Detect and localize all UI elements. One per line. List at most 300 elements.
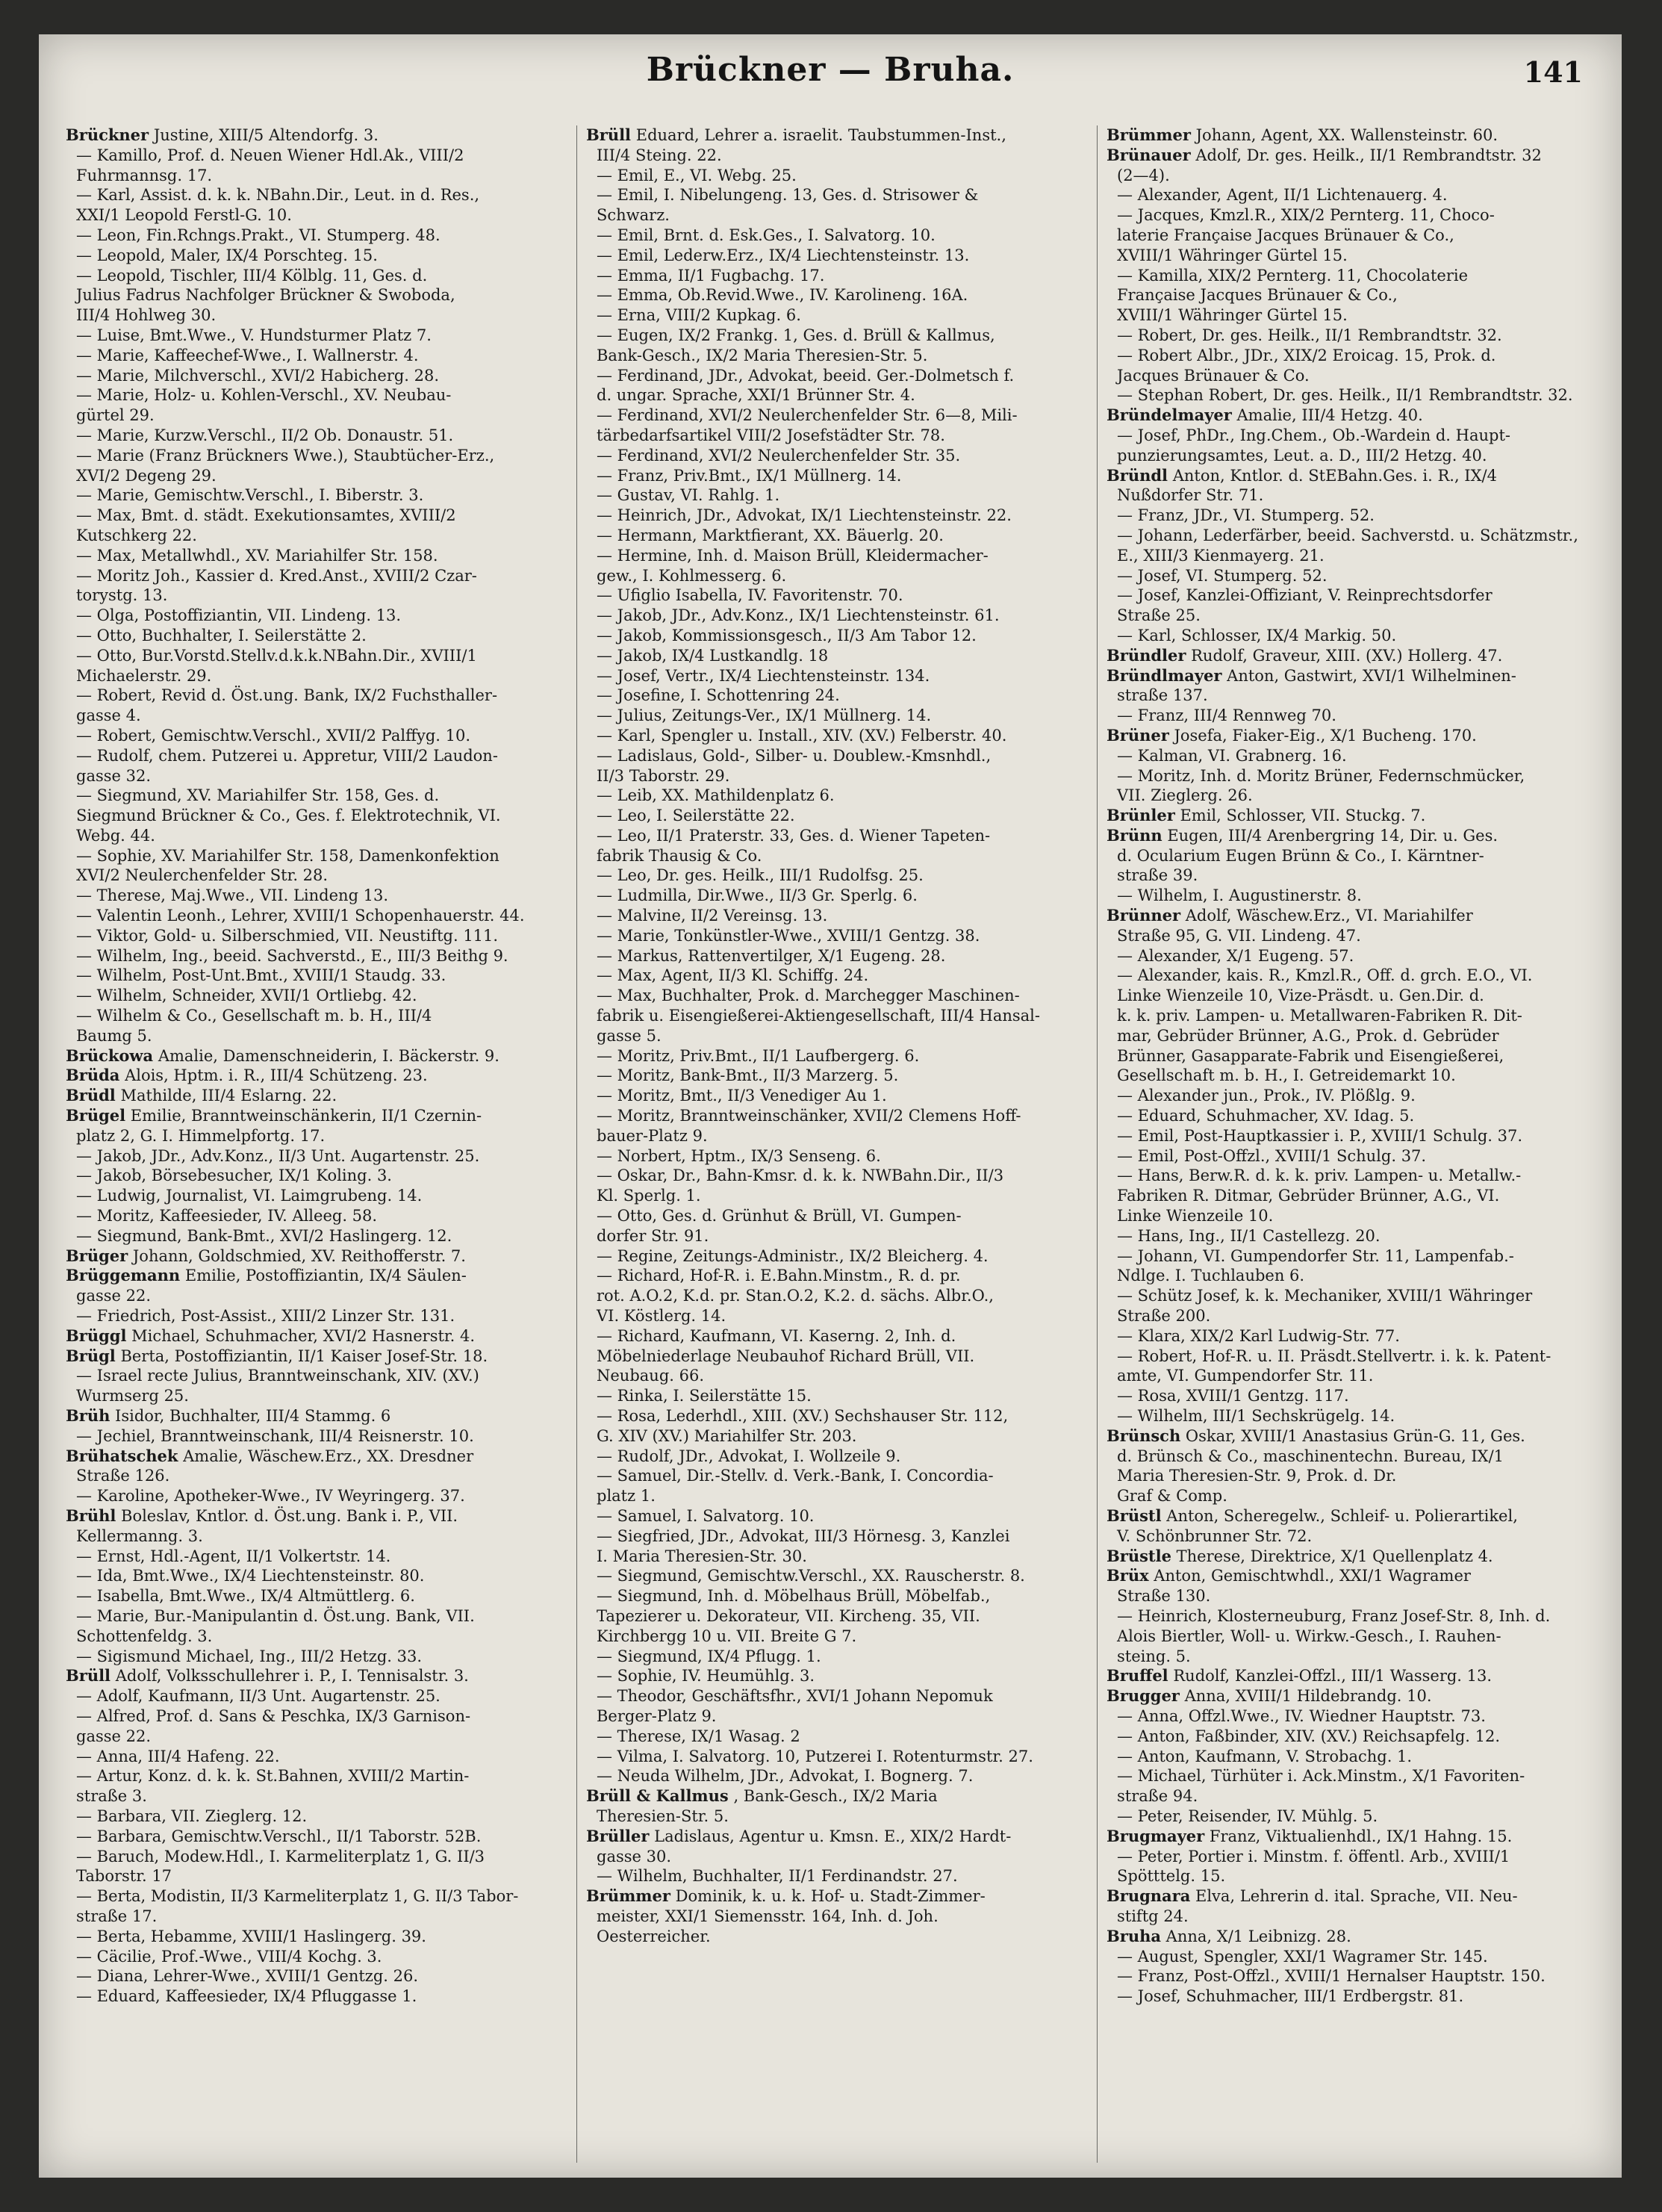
directory-entry — [1107, 746, 1598, 766]
entry-surname: Bruha — [1107, 1926, 1161, 1945]
directory-entry — [586, 1326, 1077, 1346]
directory-entry — [66, 1666, 557, 1686]
entry-text: — Otto, Buchhalter, I. Seilerstätte 2. — [76, 626, 367, 644]
entry-text: — Jakob, JDr., Adv.Konz., II/3 Unt. Augartenstr. 25. — [76, 1146, 480, 1165]
entry-text: — Max, Bmt. d. städt. Exekutionsamtes, XVIII/2 — [76, 506, 456, 525]
entry-text: d. Ocularium Eugen Brünn & Co., I. Kärntner- — [1117, 846, 1484, 865]
entry-text: — August, Spengler, XXI/1 Wagramer Str. 145. — [1117, 1947, 1488, 1966]
directory-entry — [1107, 166, 1598, 186]
entry-surname: Brüx — [1107, 1566, 1149, 1585]
column-left — [66, 125, 557, 2163]
entry-text: Nußdorfer Str. 71. — [1117, 486, 1264, 505]
directory-entry — [66, 1386, 557, 1406]
entry-text: gürtel 29. — [76, 406, 155, 425]
directory-entry — [1107, 1266, 1598, 1286]
entry-surname: Brüller — [586, 1826, 650, 1845]
entry-text: straße 3. — [76, 1787, 147, 1806]
directory-entry — [586, 1366, 1077, 1386]
directory-entry — [66, 1006, 557, 1026]
entry-text: — Jacques, Kmzl.R., XIX/2 Pernterg. 11, Choco- — [1117, 206, 1495, 225]
directory-entry — [1107, 1046, 1598, 1066]
directory-entry — [1107, 806, 1598, 826]
directory-entry — [66, 1686, 557, 1706]
entry-text: — Hermann, Marktfierant, XX. Bäuerlg. 20. — [597, 526, 944, 544]
entry-text: — Jakob, JDr., Adv.Konz., IX/1 Liechtensteinstr. 61. — [597, 606, 1000, 625]
entry-text: VII. Zieglerg. 26. — [1117, 786, 1253, 805]
entry-text: — Oskar, Dr., Bahn-Kmsr. d. k. k. NWBahn.Dir., II/3 — [597, 1166, 1004, 1185]
directory-entry — [66, 266, 557, 286]
directory-entry — [1107, 1447, 1598, 1467]
directory-entry — [66, 826, 557, 846]
directory-entry — [586, 546, 1077, 566]
entry-surname: Brünsch — [1107, 1426, 1181, 1445]
entry-text: Gesellschaft m. b. H., I. Getreidemarkt 10. — [1117, 1066, 1456, 1085]
entry-text: — Siegmund, Bank-Bmt., XVI/2 Haslingerg. 12. — [76, 1226, 452, 1245]
entry-text: Tapezierer u. Dekorateur, VII. Kircheng. 35, VII. — [597, 1606, 980, 1625]
entry-text: gasse 4. — [76, 706, 141, 725]
entry-text: — Michael, Türhüter i. Ack.Minstm., X/1 Favoriten- — [1117, 1767, 1525, 1786]
directory-entry — [1107, 1986, 1598, 2007]
entry-text: straße 137. — [1117, 686, 1208, 705]
directory-entry — [586, 166, 1077, 186]
entry-text: bauer-Platz 9. — [597, 1126, 708, 1145]
entry-text: — Markus, Rattenvertilger, X/1 Eugeng. 28. — [597, 946, 946, 965]
directory-entry — [586, 1106, 1077, 1126]
directory-entry — [66, 1827, 557, 1847]
directory-entry — [1107, 1666, 1598, 1686]
directory-entry — [586, 1847, 1077, 1867]
directory-entry — [66, 746, 557, 766]
directory-entry — [66, 626, 557, 646]
entry-text: — Ludmilla, Dir.Wwe., II/3 Gr. Sperlg. 6. — [597, 886, 918, 905]
directory-entry — [66, 1266, 557, 1286]
directory-entry — [1107, 125, 1598, 146]
entry-text: — Regine, Zeitungs-Administr., IX/2 Bleicherg. 4. — [597, 1246, 989, 1265]
entry-text: — Emma, II/1 Fugbachg. 17. — [597, 266, 825, 285]
entry-text: Neubaug. 66. — [597, 1367, 705, 1385]
directory-entry — [1107, 526, 1598, 546]
directory-entry — [1107, 966, 1598, 986]
entry-text: — Moritz, Inh. d. Moritz Brüner, Federnschmücker, — [1117, 766, 1525, 785]
directory-entry — [586, 1786, 1077, 1806]
entry-text: Straße 130. — [1117, 1587, 1211, 1606]
entry-text: Eugen, III/4 Arenbergring 14, Dir. u. Ges. — [1167, 826, 1498, 845]
entry-text: Fuhrmannsg. 17. — [76, 166, 213, 184]
entry-text: Theresien-Str. 5. — [597, 1806, 729, 1825]
directory-entry — [586, 1766, 1077, 1786]
entry-text: tärbedarfsartikel VIII/2 Josefstädter Str. 78. — [597, 426, 945, 444]
entry-text: — Richard, Hof-R. i. E.Bahn.Minstm., R. d. pr. — [597, 1267, 961, 1285]
directory-entry — [1107, 1786, 1598, 1806]
entry-text: — Friedrich, Post-Assist., XIII/2 Linzer Str. 131. — [76, 1307, 455, 1326]
entry-text: — Rinka, I. Seilerstätte 15. — [597, 1387, 812, 1405]
entry-text: Alois, Hptm. i. R., III/4 Schützeng. 23. — [125, 1066, 428, 1085]
entry-text: — Rudolf, JDr., Advokat, I. Wollzeile 9. — [597, 1447, 901, 1465]
directory-entry — [66, 1126, 557, 1146]
directory-entry — [66, 1647, 557, 1667]
entry-text: fabrik u. Eisengießerei-Aktiengesellschaft, III/4 Hansal- — [597, 1007, 1040, 1025]
entry-text: — Leo, II/1 Praterstr. 33, Ges. d. Wiener Tapeten- — [597, 826, 991, 845]
entry-text: — Alexander, Agent, II/1 Lichtenauerg. 4. — [1117, 186, 1448, 205]
directory-entry — [1107, 1486, 1598, 1506]
directory-entry — [586, 606, 1077, 626]
directory-entry — [66, 1466, 557, 1486]
entry-text: — Luise, Bmt.Wwe., V. Hundsturmer Platz 7. — [76, 326, 432, 344]
entry-text: Oesterreicher. — [597, 1927, 711, 1945]
directory-entry — [66, 485, 557, 506]
entry-text: — Peter, Reisender, IV. Mühlg. 5. — [1117, 1806, 1378, 1825]
entry-text: Wurmserg 25. — [76, 1387, 189, 1405]
directory-entry — [66, 686, 557, 706]
entry-text: Linke Wienzeile 10, Vize-Präsdt. u. Gen.Dir. d. — [1117, 987, 1484, 1005]
directory-entry — [66, 646, 557, 666]
directory-entry — [586, 686, 1077, 706]
directory-entry — [1107, 1847, 1598, 1867]
entry-text: Julius Fadrus Nachfolger Brückner & Swoboda, — [76, 286, 455, 305]
directory-entry — [1107, 506, 1598, 526]
directory-entry — [1107, 366, 1598, 386]
directory-entry — [66, 986, 557, 1006]
directory-entry — [586, 1206, 1077, 1226]
directory-entry — [586, 1526, 1077, 1547]
entry-surname: Brüh — [66, 1406, 111, 1425]
entry-text: — Anna, Offzl.Wwe., IV. Wiedner Hauptstr. 73. — [1117, 1706, 1486, 1725]
entry-text: Rudolf, Graveur, XIII. (XV.) Hollerg. 47. — [1191, 646, 1503, 665]
directory-entry — [66, 546, 557, 566]
entry-text: — Josef, PhDr., Ing.Chem., Ob.-Wardein d. Haupt- — [1117, 426, 1510, 444]
directory-entry — [1107, 1286, 1598, 1306]
entry-surname: Brüner — [1107, 725, 1169, 745]
directory-entry — [66, 1246, 557, 1267]
entry-text: — Moritz Joh., Kassier d. Kred.Anst., XVIII/2 Czar- — [76, 566, 477, 585]
entry-text: straße 39. — [1117, 866, 1198, 885]
directory-entry — [1107, 1706, 1598, 1727]
entry-text: — Josef, Vertr., IX/4 Liechtensteinstr. 134. — [597, 666, 930, 685]
entry-surname: Bruffel — [1107, 1666, 1168, 1686]
entry-text: — Heinrich, Klosterneuburg, Franz Josef-Str. 8, Inh. d. — [1117, 1606, 1551, 1625]
entry-surname: Brünler — [1107, 806, 1175, 825]
entry-surname: Brugger — [1107, 1686, 1180, 1706]
directory-entry — [586, 485, 1077, 506]
directory-entry — [66, 1106, 557, 1126]
directory-entry — [586, 1146, 1077, 1166]
entry-text: Baumg 5. — [76, 1026, 152, 1045]
directory-entry — [586, 986, 1077, 1006]
entry-text: — Karoline, Apotheker-Wwe., IV Weyringerg. 37. — [76, 1487, 465, 1506]
entry-text: — Samuel, Dir.-Stellv. d. Verk.-Bank, I. Concordia- — [597, 1467, 994, 1485]
directory-entry — [66, 246, 557, 266]
entry-text: — Franz, III/4 Rennweg 70. — [1117, 706, 1336, 725]
directory-entry — [586, 205, 1077, 226]
entry-text: steing. 5. — [1117, 1647, 1191, 1665]
entry-text: — Leopold, Tischler, III/4 Kölblg. 11, Ges. d. — [76, 266, 428, 285]
entry-text: Emil, Schlosser, VII. Stuckg. 7. — [1180, 807, 1426, 825]
entry-text: — Marie, Kurzw.Verschl., II/2 Ob. Donaustr. 51. — [76, 426, 454, 444]
entry-text: — Max, Metallwhdl., XV. Mariahilfer Str. 158. — [76, 546, 438, 565]
entry-text: — Hans, Ing., II/1 Castellezg. 20. — [1117, 1226, 1381, 1245]
directory-entry — [1107, 146, 1598, 166]
directory-entry — [66, 926, 557, 946]
entry-text: — Robert, Hof-R. u. II. Präsdt.Stellvertr. i. k. k. Patent- — [1117, 1346, 1551, 1365]
directory-entry — [66, 1186, 557, 1206]
entry-text: Webg. 44. — [76, 826, 155, 845]
entry-text: Amalie, Wäschew.Erz., XX. Dresdner — [183, 1447, 474, 1465]
directory-entry — [66, 1526, 557, 1547]
directory-entry — [66, 1366, 557, 1386]
directory-entry — [1107, 185, 1598, 205]
entry-text: — Schütz Josef, k. k. Mechaniker, XVIII/1 Währinger — [1117, 1287, 1533, 1305]
directory-entry — [66, 1426, 557, 1447]
directory-entry — [586, 1747, 1077, 1767]
entry-text: — Siegmund, Gemischtw.Verschl., XX. Rauscherstr. 8. — [597, 1567, 1025, 1585]
entry-surname: Brühatschek — [66, 1446, 178, 1465]
directory-entry — [586, 1126, 1077, 1146]
entry-surname: Bründlmayer — [1107, 665, 1222, 685]
directory-entry — [586, 1046, 1077, 1066]
directory-entry — [586, 1806, 1077, 1827]
directory-entry — [1107, 926, 1598, 946]
directory-entry — [66, 1406, 557, 1426]
entry-text: — Robert, Gemischtw.Verschl., XVII/2 Palffyg. 10. — [76, 726, 471, 745]
directory-entry — [1107, 1466, 1598, 1486]
entry-text: — Kamilla, XIX/2 Pernterg. 11, Chocolaterie — [1117, 266, 1468, 285]
directory-entry — [1107, 385, 1598, 406]
column-right — [1097, 125, 1598, 2163]
directory-entry — [586, 346, 1077, 366]
entry-text: — Heinrich, JDr., Advokat, IX/1 Liechtensteinstr. 22. — [597, 506, 1012, 525]
entry-text: , Bank-Gesch., IX/2 Maria — [733, 1787, 938, 1806]
entry-text: XVI/2 Neulerchenfelder Str. 28. — [76, 866, 329, 885]
entry-text: — Emil, Brnt. d. Esk.Ges., I. Salvatorg. 10. — [597, 226, 936, 244]
directory-entry — [1107, 906, 1598, 926]
entry-text: laterie Française Jacques Brünauer & Co., — [1117, 226, 1454, 244]
directory-entry — [66, 1886, 557, 1907]
directory-entry — [586, 366, 1077, 386]
entry-surname: Brüll & Kallmus — [586, 1786, 729, 1806]
entry-text: — Berta, Hebamme, XVIII/1 Haslingerg. 39. — [76, 1927, 426, 1945]
entry-surname: Brückowa — [66, 1046, 154, 1065]
entry-text: — Peter, Portier i. Minstm. f. öffentl. Arb., XVIII/1 — [1117, 1847, 1510, 1865]
entry-text: — Franz, Post-Offzl., XVIII/1 Hernalser Hauptstr. 150. — [1117, 1967, 1546, 1986]
directory-entry — [1107, 326, 1598, 346]
directory-entry — [1107, 1106, 1598, 1126]
entry-text: — Julius, Zeitungs-Ver., IX/1 Müllnerg. 14. — [597, 706, 932, 725]
entry-text: — Emil, Post-Hauptkassier i. P., XVIII/1 Schulg. 37. — [1117, 1126, 1523, 1145]
directory-entry — [586, 1606, 1077, 1627]
entry-text: — Norbert, Hptm., IX/3 Senseng. 6. — [597, 1146, 881, 1165]
entry-surname: Brüll — [586, 125, 632, 144]
entry-text: Franz, Viktualienhdl., IX/1 Hahng. 15. — [1209, 1827, 1513, 1845]
entry-text: Spötttelg. 15. — [1117, 1867, 1226, 1886]
entry-surname: Brugnara — [1107, 1886, 1191, 1906]
entry-text: — Josef, Schuhmacher, III/1 Erdbergstr. 81. — [1117, 1987, 1464, 2006]
entry-text: — Marie, Tonkünstler-Wwe., XVIII/1 Gentzg. 38. — [597, 926, 980, 945]
entry-text: II/3 Taborstr. 29. — [597, 766, 730, 785]
directory-entry — [1107, 1747, 1598, 1767]
directory-entry — [1107, 646, 1598, 666]
directory-entry — [66, 446, 557, 466]
directory-entry — [586, 1406, 1077, 1426]
directory-entry — [66, 185, 557, 205]
entry-text: — Karl, Schlosser, IX/4 Markig. 50. — [1117, 626, 1397, 644]
entry-text: punzierungsamtes, Leut. a. D., III/2 Hetzg. 40. — [1117, 446, 1487, 465]
entry-text: Schwarz. — [597, 206, 670, 225]
directory-entry — [1107, 1166, 1598, 1186]
entry-text: Johann, Goldschmied, XV. Reithofferstr. 7. — [132, 1246, 466, 1265]
entry-text: — Baruch, Modew.Hdl., I. Karmeliterplatz 1, G. II/3 — [76, 1847, 485, 1865]
entry-text: Alois Biertler, Woll- u. Wirkw.-Gesch., I. Rauhen- — [1117, 1627, 1501, 1645]
directory-entry — [586, 1586, 1077, 1606]
directory-entry — [66, 966, 557, 986]
entry-text: — Ferdinand, XVI/2 Neulerchenfelder Str. 6—8, Mili- — [597, 406, 1018, 425]
entry-text: d. ungar. Sprache, XXI/1 Brünner Str. 4. — [597, 386, 915, 405]
directory-entry — [1107, 1506, 1598, 1526]
directory-entry — [66, 1286, 557, 1306]
entry-text: — Stephan Robert, Dr. ges. Heilk., II/1 Rembrandtstr. 32. — [1117, 386, 1573, 405]
directory-entry — [66, 166, 557, 186]
entry-text: — Otto, Bur.Vorstd.Stellv.d.k.k.NBahn.Dir., XVIII/1 — [76, 646, 477, 665]
entry-text: — Robert Albr., JDr., XIX/2 Eroicag. 15, Prok. d. — [1117, 346, 1496, 364]
directory-entry — [1107, 706, 1598, 726]
entry-text: — Wilhelm, Post-Unt.Bmt., XVIII/1 Staudg. 33. — [76, 966, 446, 985]
entry-surname: Brümmer — [586, 1886, 670, 1906]
directory-entry — [1107, 485, 1598, 506]
directory-entry — [586, 906, 1077, 926]
entry-text: — Eugen, IX/2 Frankg. 1, Ges. d. Brüll & Kallmus, — [597, 326, 995, 344]
directory-entry — [586, 305, 1077, 326]
directory-entry — [586, 1266, 1077, 1286]
directory-entry — [1107, 886, 1598, 906]
directory-entry — [586, 1346, 1077, 1367]
entry-text: Bank-Gesch., IX/2 Maria Theresien-Str. 5. — [597, 346, 928, 364]
directory-entry — [66, 1206, 557, 1226]
entry-text: — Robert, Dr. ges. Heilk., II/1 Rembrandtstr. 32. — [1117, 326, 1502, 344]
directory-entry — [66, 886, 557, 906]
entry-text: gasse 22. — [76, 1287, 152, 1305]
entry-text: — Josef, VI. Stumperg. 52. — [1117, 566, 1328, 585]
directory-entry — [1107, 666, 1598, 686]
directory-entry — [586, 1506, 1077, 1526]
entry-text: Adolf, Wäschew.Erz., VI. Mariahilfer — [1185, 907, 1473, 925]
directory-entry — [586, 1006, 1077, 1026]
entry-text: Rudolf, Kanzlei-Offzl., III/1 Wasserg. 13. — [1173, 1667, 1493, 1686]
entry-surname: Brüdl — [66, 1086, 116, 1105]
entry-text: — Hans, Berw.R. d. k. k. priv. Lampen- u. Metallw.- — [1117, 1166, 1522, 1185]
directory-entry — [66, 1786, 557, 1806]
directory-entry — [66, 1966, 557, 1986]
page-number: 141 — [1523, 55, 1583, 89]
directory-entry — [1107, 466, 1598, 486]
entry-text: — Emil, Lederw.Erz., IX/4 Liechtensteinstr. 13. — [597, 246, 970, 264]
directory-entry — [66, 1927, 557, 1947]
entry-text: — Leopold, Maler, IX/4 Porschteg. 15. — [76, 246, 378, 264]
directory-entry — [1107, 226, 1598, 246]
directory-entry — [1107, 406, 1598, 426]
entry-text: Berger-Platz 9. — [597, 1706, 717, 1725]
entry-text: — Max, Buchhalter, Prok. d. Marchegger Maschinen- — [597, 987, 1020, 1005]
entry-text: — Moritz, Kaffeesieder, IV. Alleeg. 58. — [76, 1207, 378, 1225]
entry-text: — Eduard, Schuhmacher, XV. Idag. 5. — [1117, 1107, 1415, 1125]
directory-entry — [1107, 1606, 1598, 1627]
entry-text: Isidor, Buchhalter, III/4 Stammg. 6 — [115, 1407, 391, 1425]
directory-entry — [1107, 585, 1598, 606]
directory-entry — [1107, 1386, 1598, 1406]
entry-text: V. Schönbrunner Str. 72. — [1117, 1526, 1313, 1545]
entry-text: gasse 32. — [76, 766, 152, 785]
directory-entry — [1107, 1206, 1598, 1226]
entry-text: Mathilde, III/4 Eslarng. 22. — [120, 1087, 337, 1105]
directory-entry — [66, 426, 557, 446]
directory-entry — [1107, 726, 1598, 746]
column-middle — [576, 125, 1077, 2163]
directory-entry — [66, 606, 557, 626]
directory-entry — [1107, 266, 1598, 286]
entry-text: — Therese, IX/1 Wasag. 2 — [597, 1727, 800, 1745]
entry-surname: Bründler — [1107, 645, 1186, 665]
directory-entry — [586, 1866, 1077, 1886]
entry-text: — Siegfried, JDr., Advokat, III/3 Hörnesg. 3, Kanzlei — [597, 1526, 1010, 1545]
entry-text: — Rudolf, chem. Putzerei u. Appretur, VIII/2 Laudon- — [76, 746, 498, 765]
directory-entry — [1107, 426, 1598, 446]
entry-surname: Brüda — [66, 1066, 120, 1085]
entry-text: — Johann, VI. Gumpendorfer Str. 11, Lampenfab.- — [1117, 1246, 1514, 1265]
directory-entry — [586, 226, 1077, 246]
entry-text: Adolf, Volksschullehrer i. P., I. Tennisalstr. 3. — [115, 1667, 469, 1686]
entry-text: — Franz, Priv.Bmt., IX/1 Müllnerg. 14. — [597, 466, 902, 485]
entry-text: — Rosa, Lederhdl., XIII. (XV.) Sechshauser Str. 112, — [597, 1407, 1009, 1425]
entry-text: — Emil, I. Nibelungeng. 13, Ges. d. Strisower & — [597, 186, 979, 205]
directory-entry — [586, 146, 1077, 166]
directory-entry — [1107, 826, 1598, 846]
directory-entry — [66, 326, 557, 346]
entry-text: — Jakob, IX/4 Lustkandlg. 18 — [597, 646, 829, 665]
directory-entry — [66, 1146, 557, 1166]
entry-text: — Samuel, I. Salvatorg. 10. — [597, 1506, 815, 1525]
entry-text: Möbelniederlage Neubauhof Richard Brüll, VII. — [597, 1346, 975, 1365]
directory-entry — [66, 226, 557, 246]
entry-text: Eduard, Lehrer a. israelit. Taubstummen-Inst., — [635, 126, 1006, 144]
directory-entry — [586, 1566, 1077, 1586]
directory-entry — [586, 1086, 1077, 1106]
directory-entry — [1107, 1246, 1598, 1267]
directory-entry — [586, 385, 1077, 406]
entry-text: — Emma, Ob.Revid.Wwe., IV. Karolineng. 16A. — [597, 286, 968, 305]
directory-entry — [586, 746, 1077, 766]
entry-text: Boleslav, Kntlor. d. Öst.ung. Bank i. P., VII. — [121, 1506, 458, 1525]
running-head: Brückner — Bruha. — [646, 51, 1015, 89]
directory-entry — [586, 806, 1077, 826]
entry-text: — Viktor, Gold- u. Silberschmied, VII. Neustiftg. 111. — [76, 926, 499, 945]
entry-text: — Eduard, Kaffeesieder, IX/4 Pfluggasse 1. — [76, 1987, 417, 2006]
entry-text: — Marie, Kaffeechef-Wwe., I. Wallnerstr. 4. — [76, 346, 419, 364]
entry-text: (2—4). — [1117, 166, 1170, 184]
directory-entry — [66, 125, 557, 146]
directory-entry — [66, 1046, 557, 1066]
directory-entry — [66, 866, 557, 886]
entry-text: — Leib, XX. Mathildenplatz 6. — [597, 786, 835, 805]
directory-entry — [66, 806, 557, 826]
entry-text: torystg. 13. — [76, 586, 168, 605]
entry-text: Dominik, k. u. k. Hof- u. Stadt-Zimmer- — [675, 1887, 986, 1906]
entry-surname: Brüstle — [1107, 1546, 1171, 1565]
directory-entry — [66, 146, 557, 166]
directory-entry — [1107, 1627, 1598, 1647]
directory-entry — [586, 1246, 1077, 1267]
directory-columns — [66, 125, 1598, 2163]
entry-text: Anton, Gastwirt, XVI/1 Wilhelminen- — [1227, 666, 1516, 685]
directory-entry — [66, 385, 557, 406]
entry-text: — Wilhelm, I. Augustinerstr. 8. — [1117, 886, 1362, 905]
